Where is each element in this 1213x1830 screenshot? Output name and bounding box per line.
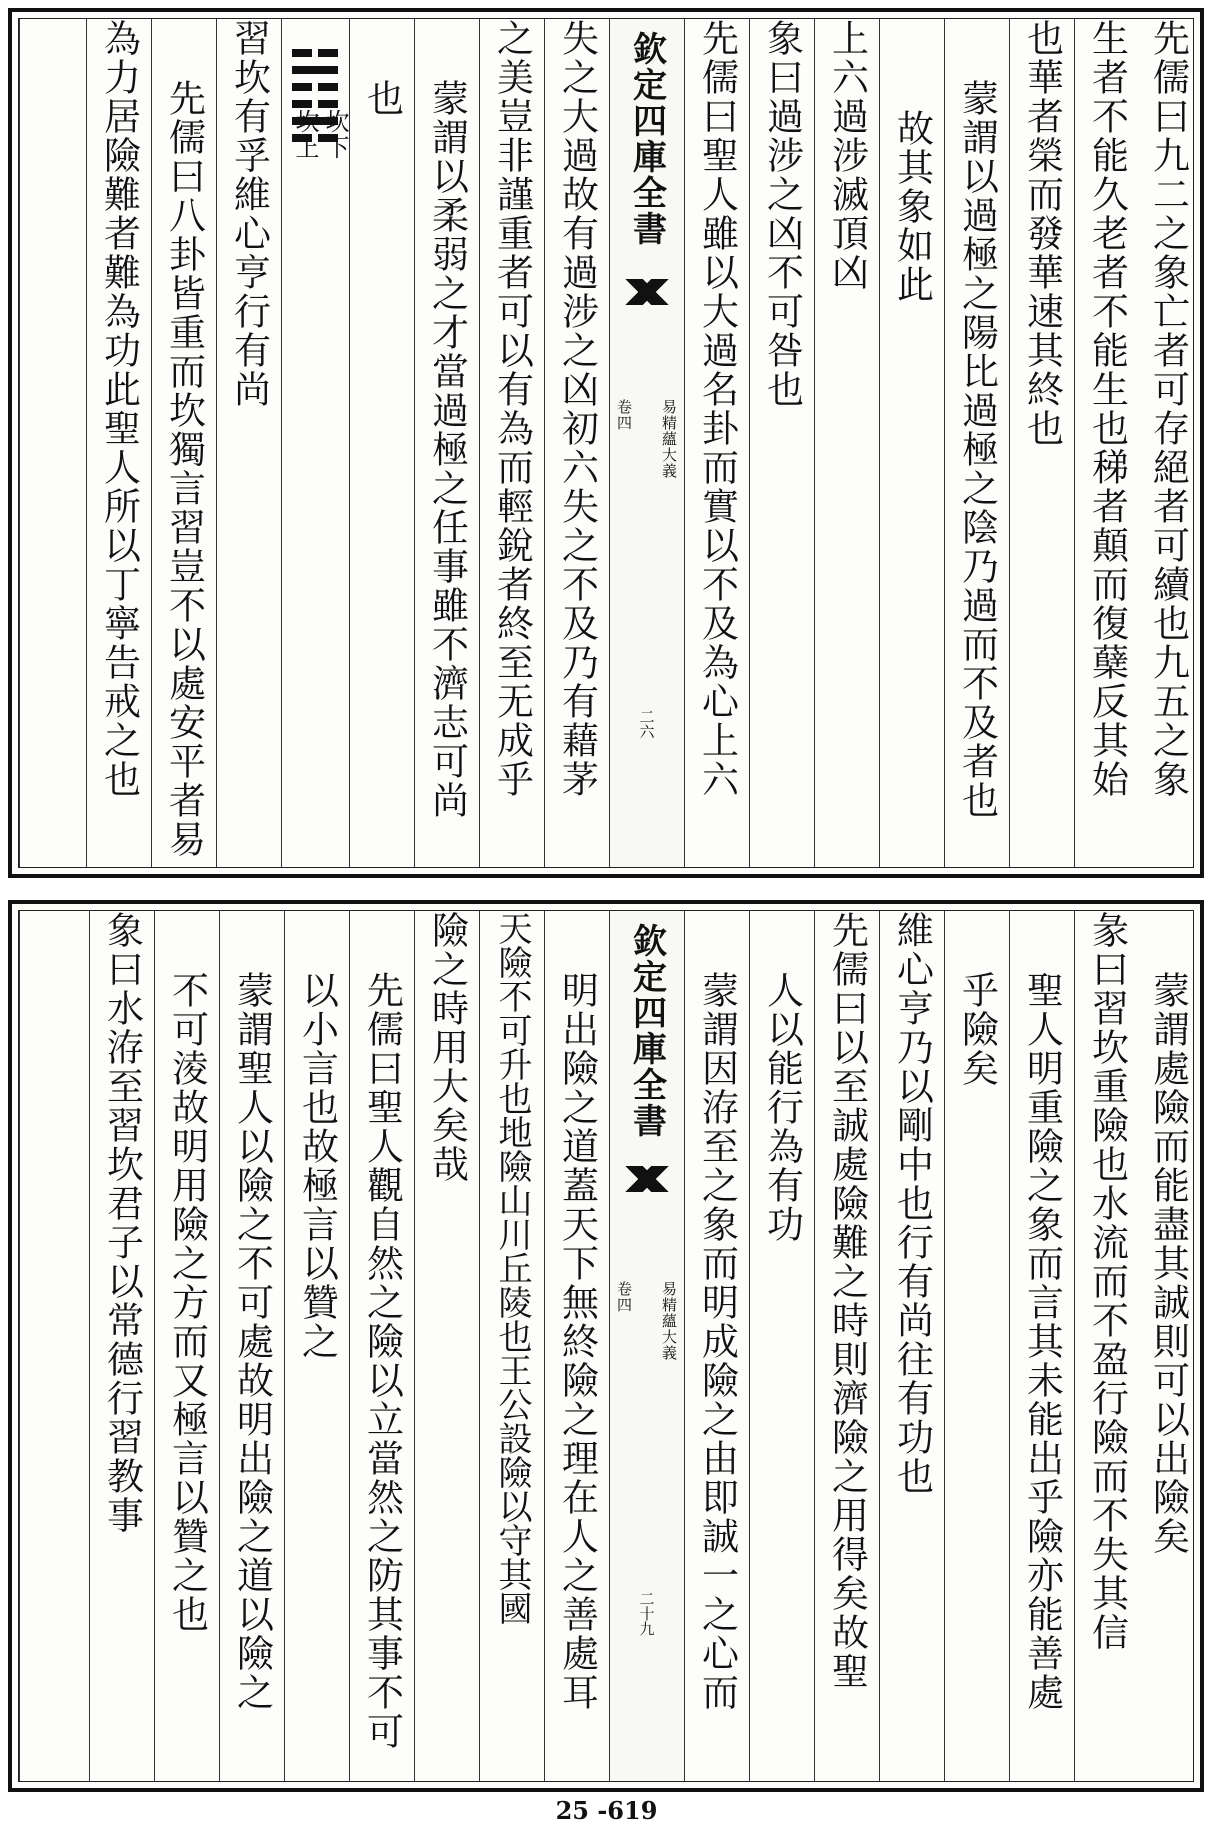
text-column (216, 19, 281, 867)
text-line: 故其象如此 (890, 109, 934, 304)
text-column (219, 911, 284, 1781)
text-column (1009, 911, 1074, 1781)
text-column (749, 19, 814, 867)
text-line: 蒙謂因洊至之象而明成險之由即誠一之心而 (695, 971, 739, 1712)
text-line: 先儒曰聖人雖以大過名卦而實以不及為心上六 (695, 19, 739, 799)
book-title: 易精蘊大義 (660, 399, 678, 479)
text-line: 以小言也故極言以贊之 (295, 971, 339, 1361)
text-line: 失之大過故有過涉之凶初六失之不及乃有藉茅 (555, 19, 599, 799)
text-line: 習坎有孚維心亨行有尚 (227, 19, 271, 409)
lower-trigram-label: 坎下 (321, 109, 349, 161)
text-column (684, 19, 749, 867)
book-title: 易精蘊大義 (660, 1281, 678, 1361)
text-column-empty (19, 911, 89, 1781)
text-line: 蒙謂以柔弱之才當過極之任事雖不濟志可尚 (425, 79, 469, 820)
text-line: 先儒曰八卦皆重而坎獨言習豈不以處安平者易 (162, 79, 206, 859)
text-line: 聖人明重險之象而言其未能出乎險亦能善處 (1020, 971, 1064, 1712)
page-label: 25 -619 (555, 1796, 658, 1825)
volume-label: 卷四 (615, 1281, 633, 1313)
fold-header (609, 911, 684, 1781)
text-column (879, 19, 944, 867)
text-line: 維心亨乃以剛中也行有尚往有功也 (890, 911, 934, 1496)
text-column (349, 911, 414, 1781)
fishtail-ornament (616, 279, 678, 305)
text-line: 生者不能久老者不能生也稊者顛而復蘖反其始 (1085, 19, 1129, 799)
text-line: 不可淩故明用險之方而又極言以贊之也 (165, 971, 209, 1634)
text-line: 為力居險難者難為功此聖人所以丁寧告戒之也 (97, 19, 141, 799)
collection-title: 欽定四庫全書 (626, 923, 667, 1139)
text-line: 險之時用大矣哉 (425, 911, 469, 1184)
text-column (684, 911, 749, 1781)
text-column (1074, 19, 1139, 867)
text-column (1139, 19, 1197, 867)
text-line: 蒙謂聖人以險之不可處故明出險之道以險之 (230, 971, 274, 1712)
collection-title: 欽定四庫全書 (626, 31, 667, 247)
text-line: 明出險之道蓋天下無終險之理在人之善處耳 (555, 971, 599, 1712)
text-line: 人以能行為有功 (760, 971, 804, 1244)
page-bottom-frame (18, 910, 1194, 1782)
text-column (349, 19, 414, 867)
text-column (89, 911, 154, 1781)
text-column (414, 911, 479, 1781)
text-column (814, 911, 879, 1781)
text-line: 之美豈非謹重者可以有為而輕銳者終至无成乎 (490, 19, 534, 799)
hexagram-column (281, 19, 349, 867)
page-top-frame (18, 18, 1194, 868)
fishtail-ornament (616, 1166, 678, 1192)
text-column (479, 19, 544, 867)
text-line: 也華者榮而發華速其終也 (1020, 19, 1064, 448)
text-line: 乎險矣 (955, 971, 999, 1088)
page-bottom (8, 900, 1204, 1792)
text-line: 象曰過涉之凶不可咎也 (760, 19, 804, 409)
volume-label: 卷四 (615, 399, 633, 431)
text-column (414, 19, 479, 867)
text-column (284, 911, 349, 1781)
text-line: 先儒曰以至誠處險難之時則濟險之用得矣故聖 (825, 911, 869, 1691)
text-line: 蒙謂以過極之陽比過極之陰乃過而不及者也 (955, 79, 999, 820)
text-column (544, 911, 609, 1781)
text-line: 彖曰習坎重險也水流而不盈行險而不失其信 (1085, 911, 1129, 1652)
text-column (154, 911, 219, 1781)
text-line: 象曰水洊至習坎君子以常德行習教事 (100, 911, 144, 1535)
page-number: 二六 (637, 709, 656, 739)
text-column (944, 911, 1009, 1781)
page-number: 二十九 (637, 1591, 656, 1636)
text-line: 上六過涉滅頂凶 (825, 19, 869, 292)
text-column (544, 19, 609, 867)
text-column (749, 911, 814, 1781)
page-top (8, 8, 1204, 878)
text-column (1009, 19, 1074, 867)
text-line: 天險不可升也地險山川丘陵也王公設險以守其國 (492, 911, 532, 1625)
text-column (1074, 911, 1139, 1781)
text-column (479, 911, 544, 1781)
text-column (86, 19, 151, 867)
text-column (944, 19, 1009, 867)
text-column (151, 19, 216, 867)
text-line: 也 (360, 79, 404, 118)
upper-trigram-label: 坎上 (291, 109, 319, 161)
text-column (814, 19, 879, 867)
text-line: 先儒曰九二之象亡者可存絕者可續也九五之象 (1146, 19, 1190, 799)
text-line: 蒙謂處險而能盡其誠則可以出險矣 (1146, 971, 1190, 1556)
text-column-empty (19, 19, 86, 867)
text-column (879, 911, 944, 1781)
text-column (1139, 911, 1197, 1781)
fold-header (609, 19, 684, 867)
text-line: 先儒曰聖人觀自然之險以立當然之防其事不可 (360, 971, 404, 1751)
